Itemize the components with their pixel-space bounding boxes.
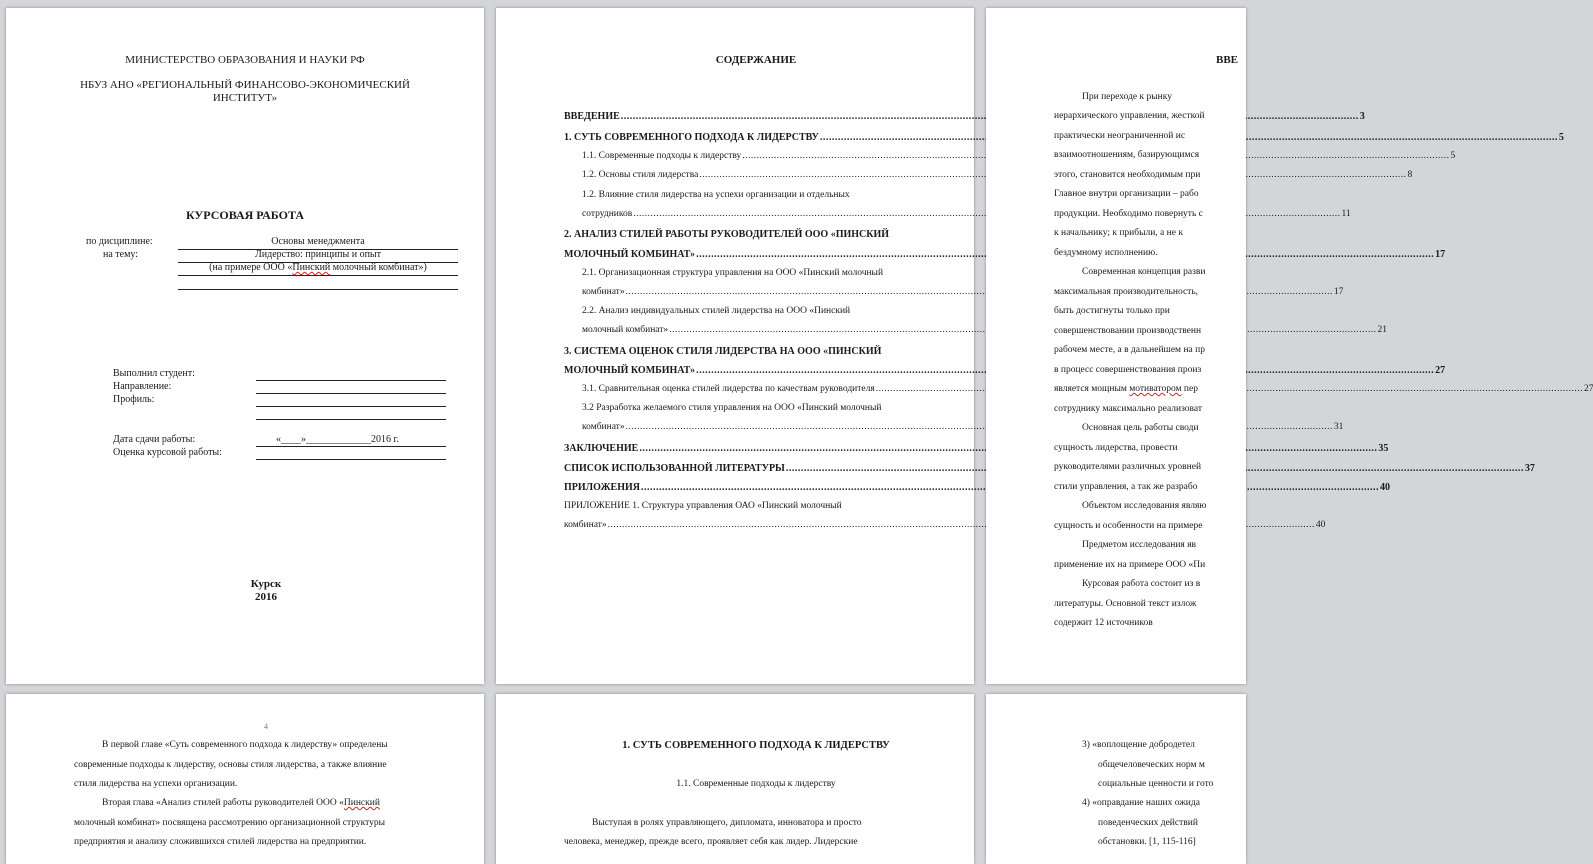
institute-line-2: ИНСТИТУТ» (212, 92, 278, 104)
body-line: Главное внутри организации – рабо (1054, 189, 1199, 199)
body-line: 3) «воплощение добродетел (1082, 740, 1195, 750)
body-line: бездумному исполнению. (1054, 248, 1158, 258)
toc-entry[interactable]: молочный комбинат» ..... 21 (582, 325, 948, 335)
body-line: этого, становится необходимым при (1054, 170, 1201, 180)
city-label: Курск (250, 578, 282, 590)
discipline-label: по дисциплине: (86, 236, 153, 247)
body-line: продукции. Необходимо повернуть с (1054, 209, 1203, 219)
toc-entry-line1[interactable]: 1.2. Влияние стиля лидерства на успехи организации и отдельных (582, 190, 850, 200)
topic-line-2: (на примере ООО «Пинский молочный комбинат») (209, 262, 427, 273)
page-four (6, 694, 484, 864)
body-line: является мощным мотиватором пер (1054, 384, 1198, 394)
body-line: предприятия и анализу сложившихся стилей лидерства на предприятии. (74, 837, 367, 847)
topic-label: на тему: (103, 249, 139, 260)
page-chapter-one (496, 694, 974, 864)
body-line: Выступая в ролях управляющего, дипломата, инноватора и просто (592, 818, 862, 828)
date-label: Дата сдачи работы: (113, 434, 196, 445)
toc-entry[interactable]: комбинат» ..... 31 (582, 422, 948, 432)
discipline-value: Основы менеджмента (271, 236, 365, 247)
toc-entry-line1[interactable]: 3. СИСТЕМА ОЦЕНОК СТИЛЯ ЛИДЕРСТВА НА ООО «ПИНСКИЙ (564, 346, 882, 357)
body-line: Основная цель работы своди (1082, 423, 1199, 433)
toc-entry-line1[interactable]: 3.2 Разработка желаемого стиля управления на ООО «Пинский молочный (582, 403, 882, 413)
page-introduction (986, 8, 1246, 684)
page-number: 4 (264, 722, 268, 731)
doc-type-heading: КУРСОВАЯ РАБОТА (185, 208, 305, 222)
body-line: современные подходы к лидерству, основы стиля лидерства, а также влияние (74, 760, 387, 770)
toc-entry[interactable]: сотрудников ..... 11 (582, 209, 948, 219)
toc-entry[interactable]: СПИСОК ИСПОЛЬЗОВАННОЙ ЛИТЕРАТУРЫ ..... 37 (564, 463, 948, 474)
body-line: сотруднику максимально реализоват (1054, 404, 1203, 414)
toc-entry[interactable]: 1.1. Современные подходы к лидерству ..... 5 (582, 151, 948, 161)
body-line: поведенческих действий (1098, 818, 1198, 828)
body-line: литературы. Основной текст излож (1054, 599, 1197, 609)
body-line: сущность и особенности на примере (1054, 521, 1203, 531)
toc-entry[interactable]: 3.1. Сравнительная оценка стилей лидерства по качествам руководителя ..... 27 (582, 384, 948, 394)
toc-entry[interactable]: комбинат» ..... 40 (564, 520, 948, 530)
intro-heading-fragment: ВВЕ (1216, 54, 1239, 66)
body-line: руководителями различных уровней (1054, 462, 1202, 472)
toc-entry-line1[interactable]: ПРИЛОЖЕНИЕ 1. Структура управления ОАО «Пинский молочный (564, 501, 842, 511)
toc-entry[interactable]: МОЛОЧНЫЙ КОМБИНАТ» ..... 17 (564, 249, 948, 260)
body-line: стиля лидерства на успехи организации. (74, 779, 238, 789)
profile-label: Профиль: (113, 394, 155, 405)
body-line: В первой главе «Суть современного подхода к лидерству» определены (102, 740, 388, 750)
body-line: иерархического управления, жесткой (1054, 111, 1205, 121)
body-line: к начальнику; к прибыли, а не к (1054, 228, 1183, 238)
toc-entry[interactable]: 1. СУТЬ СОВРЕМЕННОГО ПОДХОДА К ЛИДЕРСТВУ ..... 5 (564, 132, 948, 143)
topic-line-1: Лидерство: принципы и опыт (254, 249, 382, 260)
direction-label: Направление: (113, 381, 172, 392)
toc-entry[interactable]: комбинат» ..... 17 (582, 287, 948, 297)
toc-entry-line1[interactable]: 2.2. Анализ индивидуальных стилей лидерства на ООО «Пинский (582, 306, 851, 316)
body-line: социальные ценности и гото (1098, 779, 1214, 789)
toc-entry-line1[interactable]: 2.1. Организационная структура управления на ООО «Пинский молочный (582, 268, 884, 278)
ministry-line: МИНИСТЕРСТВО ОБРАЗОВАНИЯ И НАУКИ РФ (125, 54, 365, 66)
body-line: человека, менеджер, прежде всего, проявляет себя как лидер. Лидерские (564, 837, 858, 847)
grade-underline (256, 459, 446, 460)
toc-entry[interactable]: ЗАКЛЮЧЕНИЕ ..... 35 (564, 443, 948, 454)
body-line: 4) «оправдание наших ожида (1082, 798, 1200, 808)
body-line: быть достигнуты только при (1054, 306, 1170, 316)
topic-underline-3 (178, 289, 458, 290)
year-label: 2016 (255, 591, 277, 603)
body-line: содержит 12 источников (1054, 618, 1153, 628)
student-underline (256, 380, 446, 381)
body-line: сущность лидерства, провести (1054, 443, 1178, 453)
toc-entry-line1[interactable]: 2. АНАЛИЗ СТИЛЕЙ РАБОТЫ РУКОВОДИТЕЛЕЙ ООО «ПИНСКИЙ (564, 229, 890, 240)
page-six (986, 694, 1246, 864)
body-line: молочный комбинат» посвящена рассмотрению организационной структуры (74, 818, 385, 828)
body-line: Современная концепция разви (1082, 267, 1206, 277)
toc-entry[interactable]: ВВЕДЕНИЕ ..... 3 (564, 111, 948, 122)
body-line: практически неограниченной ис (1054, 131, 1186, 141)
body-line: Объектом исследования являю (1082, 501, 1207, 511)
body-line: Предметом исследования яв (1082, 540, 1197, 550)
date-underline (256, 446, 446, 447)
toc-entry[interactable]: 1.2. Основы стиля лидерства ..... 8 (582, 170, 948, 180)
body-line: Вторая глава «Анализ стилей работы руководителей ООО «Пинский (102, 798, 380, 808)
extra-underline (256, 419, 446, 420)
topic-underline-2 (178, 275, 458, 276)
contents-heading: СОДЕРЖАНИЕ (715, 54, 797, 66)
body-line: обстановки. [1, 115-116] (1098, 837, 1196, 847)
body-line: При переходе к рынку (1082, 92, 1172, 102)
body-line: рабочем месте, а в дальнейшем на пр (1054, 345, 1205, 355)
student-label: Выполнил студент: (113, 368, 195, 379)
chapter-heading: 1. СУТЬ СОВРЕМЕННОГО ПОДХОДА К ЛИДЕРСТВУ (622, 740, 890, 751)
body-line: стили управления, а так же разрабо (1054, 482, 1198, 492)
page-title-sheet (6, 8, 484, 684)
body-line: взаимоотношениям, базирующимся (1054, 150, 1200, 160)
section-heading: 1.1. Современные подходы к лидерству (676, 779, 836, 789)
body-line: Курсовая работа состоит из в (1082, 579, 1201, 589)
direction-underline (256, 393, 446, 394)
body-line: максимальная производительность, (1054, 287, 1199, 297)
toc-entry[interactable]: ПРИЛОЖЕНИЯ ..... 40 (564, 482, 948, 493)
body-line: общечеловеческих норм м (1098, 760, 1205, 770)
body-line: в процесс совершенствования произ (1054, 365, 1202, 375)
body-line: совершенствовании производственн (1054, 326, 1202, 336)
profile-underline (256, 406, 446, 407)
date-value: «____»_____________2016 г. (276, 434, 399, 445)
toc-entry[interactable]: МОЛОЧНЫЙ КОМБИНАТ» ..... 27 (564, 365, 948, 376)
institute-line-1: НБУЗ АНО «РЕГИОНАЛЬНЫЙ ФИНАНСОВО-ЭКОНОМИЧЕСКИЙ (80, 79, 410, 91)
body-line: применение их на примере ООО «Пи (1054, 560, 1206, 570)
grade-label: Оценка курсовой работы: (113, 447, 222, 458)
